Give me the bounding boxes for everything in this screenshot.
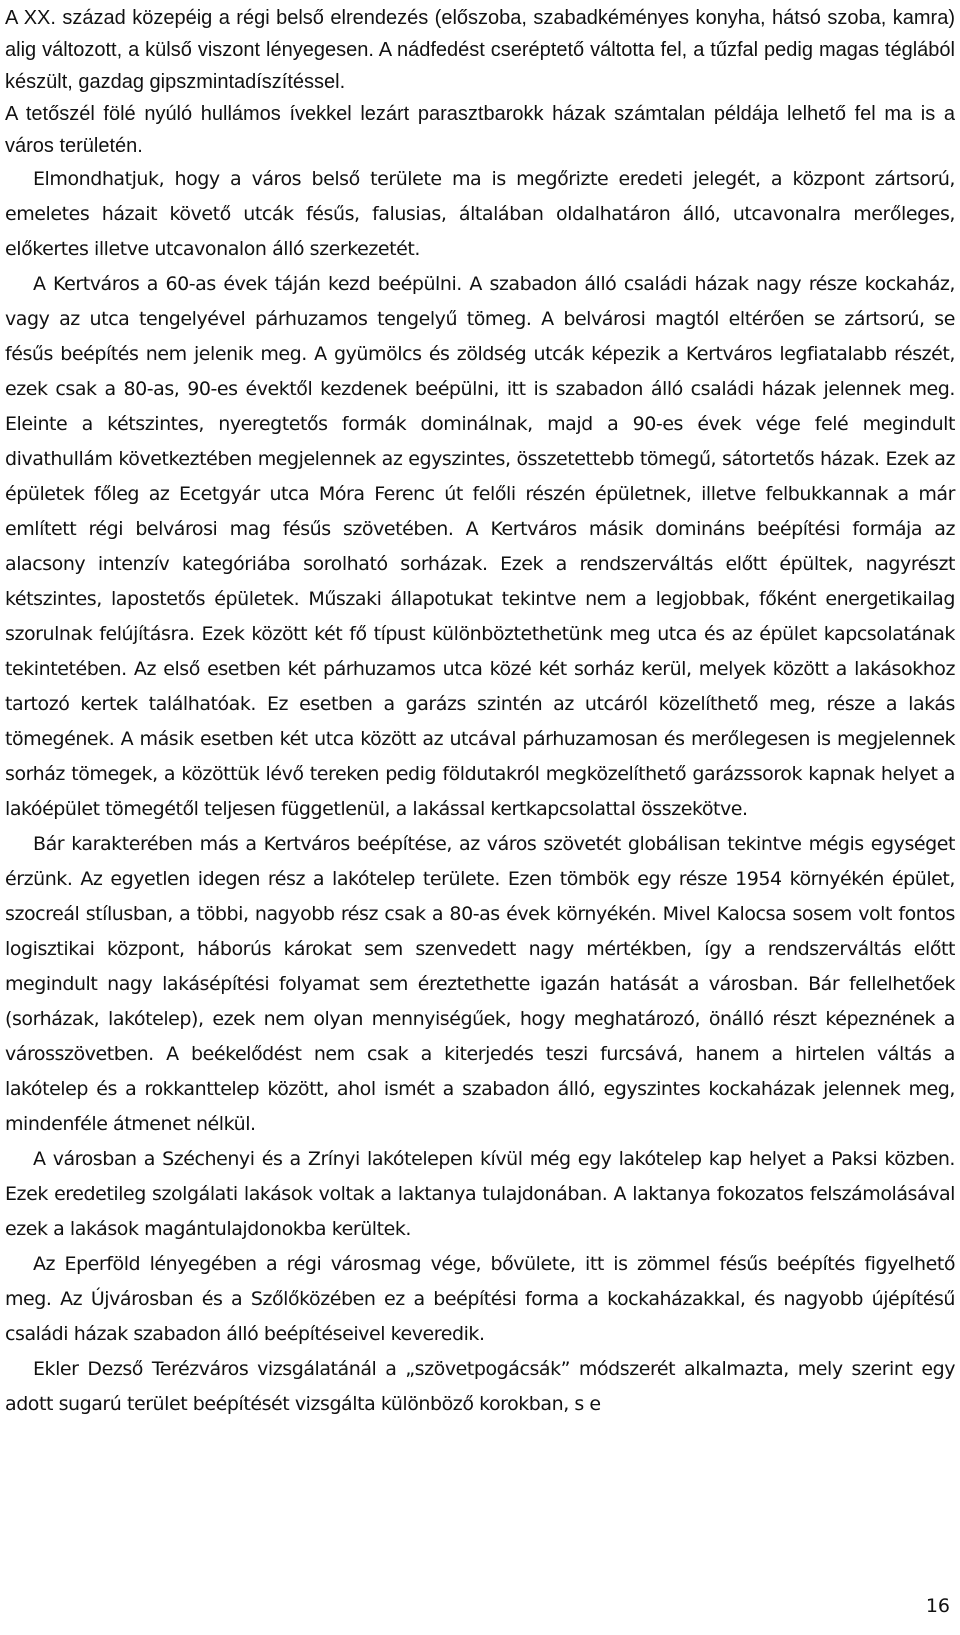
paragraph-inner-city: Elmondhatjuk, hogy a város belső területe ma is megőrizte eredeti jelegét, a központ zártsorú, emeletes házait követő utcák fésűs, falusias, általában oldalhatáron álló, utcavonalra merőleges, előkertes illetve utcavonalon álló szerkezetét. xyxy=(5,168,955,260)
page-number: 16 xyxy=(925,1595,950,1617)
intro-paragraph-2: A tetőszél fölé nyúló hullámos ívekkel lezárt parasztbarokk házak számtalan példája lelhető fel ma is a város területén. xyxy=(5,103,955,157)
paragraph-kertvaros: A Kertváros a 60-as évek táján kezd beépülni. A szabadon álló családi házak nagy része kockaház, vagy az utca tengelyével párhuzamos tengelyű tömeg. A belvárosi magtól eltérően se zártsorú, se fésűs beépítés nem jelenik meg. A gyümölcs és zöldség utcák képezik a Kertváros legfiatalabb részét, ezek csak a 80-as, 90-es évektől kezdenek beépülni, itt is szabadon álló családi házak jelennek meg. Eleinte a kétszintes, nyeregtetős formák dominálnak, majd a 90-es évek vége felé megindult divathullám következtében megjelennek az egyszintes, összetettebb tömegű, sátortetős házak. Ezek az épületek főleg az Ecetgyár utca Móra Ferenc út felőli részén épületnek, illetve felbukkannak a már említett régi belvárosi mag fésűs szövetében. A Kertváros másik domináns beépítési formája az alacsony intenzív kategóriába sorolható sorházak. Ezek a rendszerváltás előtt épültek, nagyrészt kétszintes, lapostetős épületek. Műszaki állapotukat tekintve nem a legjobbak, főként energetikailag szorulnak felújításra. Ezek között két fő típust különböztethetünk meg utca és az épület kapcsolatának tekintetében. Az első esetben két párhuzamos utca közé két sorház kerül, melyek között a lakásokhoz tartozó kertek találhatóak. Ez esetben a garázs szintén az utcáról közelíthető meg, része a lakás tömegének. A másik esetben két utca között az utcával párhuzamosan és merőlegesen is megjelennek sorház tömegek, a közöttük lévő tereken pedig földutakról megközelíthető garázssorok kapnak helyet a lakóépület tömegétől teljesen függetlenül, a lakással kertkapcsolattal összekötve. xyxy=(5,273,955,820)
document-body xyxy=(5,2,955,1422)
paragraph-paksi-koz: A városban a Széchenyi és a Zrínyi lakótelepen kívül még egy lakótelep kap helyet a Paksi közben. Ezek eredetileg szolgálati lakások voltak a laktanya tulajdonában. A laktanya fokozatos felszámolásával ezek a lakások magántulajdonokba kerültek. xyxy=(5,1148,955,1240)
intro-paragraph: A XX. század közepéig a régi belső elrendezés (előszoba, szabadkéményes konyha, hátsó szoba, kamra) alig változott, a külső viszont lényegesen. A nádfedést cseréptető váltotta fel, a tűzfal pedig magas téglából készült, gazdag gipszmintadíszítéssel. xyxy=(5,7,955,93)
paragraph-eperfold: Az Eperföld lényegében a régi városmag vége, bővülete, itt is zömmel fésűs beépítés figyelhető meg. Az Újvárosban és a Szőlőközében ez a beépítési forma a kockaházakkal, és nagyobb újépítésű családi házak szabadon álló beépítéseivel keveredik. xyxy=(5,1253,955,1345)
paragraph-ekler: Ekler Dezső Terézváros vizsgálatánál a „szövetpogácsák” módszerét alkalmazta, mely szerint egy adott sugarú terület beépítését vizsgálta különböző korokban, s e xyxy=(5,1358,955,1415)
paragraph-lakotelep: Bár karakterében más a Kertváros beépítése, az város szövetét globálisan tekintve mégis egységet érzünk. Az egyetlen idegen rész a lakótelep területe. Ezen tömbök egy része 1954 környékén épület, szocreál stílusban, a többi, nagyobb rész csak a 80-as évek környékén. Mivel Kalocsa sosem volt fontos logisztikai központ, háborús károkat sem szenvedett nagy mértékben, így a rendszerváltás előtt megindult nagy lakásépítési folyamat sem éreztethette igazán hatását a városban. Bár fellelhetőek (sorházak, lakótelep), ezek nem olyan mennyiségűek, hogy meghatározó, önálló részt képeznének a városszövetben. A beékelődést nem csak a kiterjedés teszi furcsává, hanem a hirtelen váltás a lakótelep és a rokkanttelep között, ahol ismét a szabadon álló, egyszintes kockaházak jelennek meg, mindenféle átmenet nélkül. xyxy=(5,833,955,1135)
